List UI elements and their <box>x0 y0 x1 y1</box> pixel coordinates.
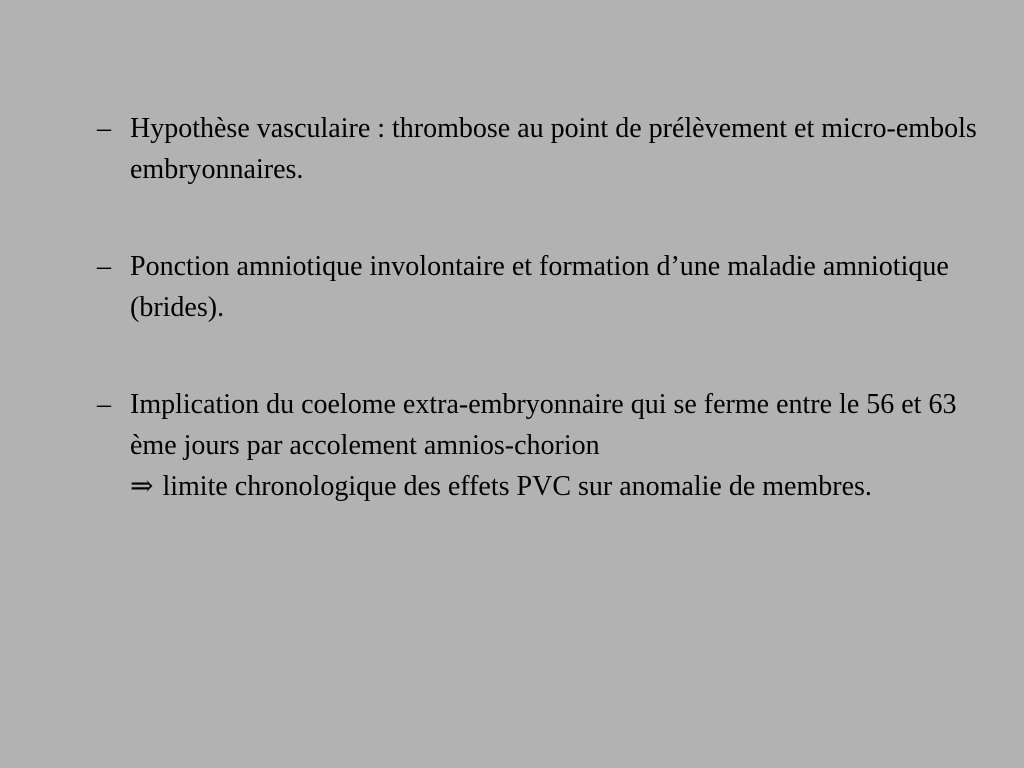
bullet-item-vascular-hypothesis <box>97 108 977 190</box>
bullet-item-coelome-implication <box>97 384 977 507</box>
bullet-text-part1: Implication du coelome extra-embryonnaire qui se ferme entre le 56 et 63 ème jours par accolement amnios-chorion <box>130 389 957 461</box>
bullet-dash: – <box>97 389 111 420</box>
bullet-text: Hypothèse vasculaire : thrombose au point de prélèvement et micro-embols embryonnaires. <box>130 113 977 185</box>
bullet-dash: – <box>97 113 111 144</box>
bullet-text: Ponction amniotique involontaire et formation d’une maladie amniotique (brides). <box>130 251 949 323</box>
bullet-item-amniotic-puncture <box>97 246 977 328</box>
implies-arrow-icon: ⇒ <box>130 471 154 502</box>
bullet-list <box>97 108 977 563</box>
bullet-dash: – <box>97 251 111 282</box>
bullet-text-part2: limite chronologique des effets PVC sur anomalie de membres. <box>162 471 872 502</box>
